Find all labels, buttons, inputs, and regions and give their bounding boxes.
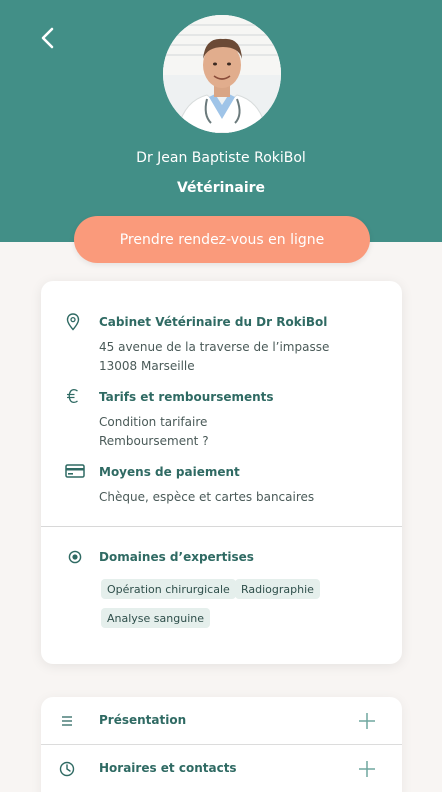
payment-methods: Chèque, espèce et cartes bancaires	[99, 490, 315, 504]
plus-icon	[357, 759, 377, 779]
plus-icon	[357, 711, 377, 731]
tarif-condition-link[interactable]: Condition tarifaire	[99, 415, 208, 429]
lines-icon	[57, 711, 77, 731]
payment-title: Moyens de paiement	[99, 465, 240, 479]
euro-icon	[63, 386, 83, 406]
doctor-portrait	[163, 15, 281, 133]
tarifs-title: Tarifs et remboursements	[99, 390, 274, 404]
avatar	[163, 15, 281, 133]
credit-card-icon	[65, 461, 85, 481]
doctor-name: Dr Jean Baptiste RokiBol	[136, 150, 306, 166]
expertise-tag: Analyse sanguine	[101, 608, 210, 628]
target-icon	[65, 547, 85, 567]
info-card	[41, 281, 402, 664]
expertise-tag: Opération chirurgicale	[101, 579, 236, 599]
card-divider	[41, 526, 402, 527]
remboursement-link[interactable]: Remboursement ?	[99, 434, 209, 448]
accordion-presentation[interactable]	[41, 697, 402, 745]
profile-header	[0, 0, 442, 242]
back-button[interactable]	[34, 24, 62, 52]
accordion-label: Horaires et contacts	[99, 761, 237, 775]
expertise-title: Domaines d’expertises	[99, 550, 254, 564]
doctor-specialty: Vétérinaire	[176, 180, 266, 196]
address-title: Cabinet Vétérinaire du Dr RokiBol	[99, 315, 328, 329]
expertise-tag: Radiographie	[235, 579, 320, 599]
location-pin-icon	[63, 312, 83, 332]
book-appointment-button[interactable]: Prendre rendez-vous en ligne	[74, 216, 370, 263]
address-line-1: 45 avenue de la traverse de l’impasse	[99, 340, 330, 354]
accordion-horaires[interactable]	[41, 745, 402, 792]
chevron-left-icon	[40, 27, 56, 49]
accordion-label: Présentation	[99, 713, 187, 727]
clock-icon	[57, 759, 77, 779]
details-accordion	[41, 697, 402, 792]
address-line-2: 13008 Marseille	[99, 359, 195, 373]
